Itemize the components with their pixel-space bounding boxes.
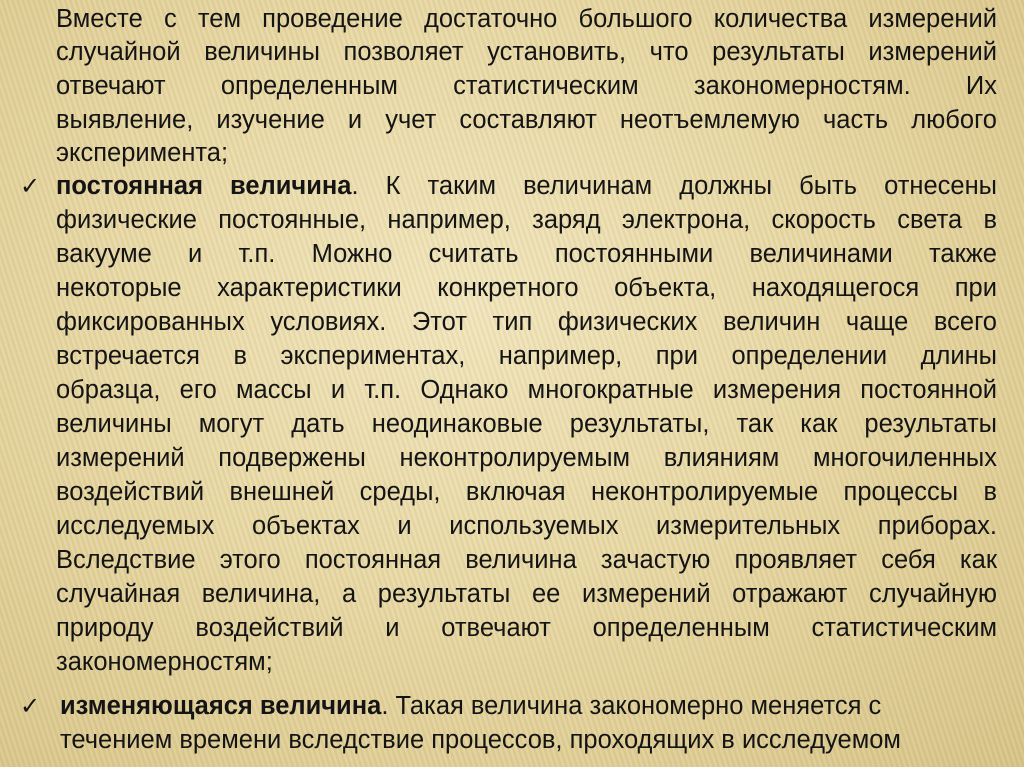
text-line: Вместе с тем проведение достаточно большого количества измерений [56, 5, 997, 33]
checkmark-icon: ✓ [20, 692, 41, 720]
text-line: Вследствие этого постоянная величина зачастую проявляет себя как [56, 546, 997, 574]
text-line: случайная величина, а результаты ее измерений отражают случайную [56, 580, 997, 608]
text-line: фиксированных условиях. Этот тип физических величин чаще всего [56, 308, 997, 336]
text-line: физические постоянные, например, заряд электрона, скорость света в [56, 206, 997, 234]
text-line: вакууме и т.п. Можно считать постоянными величинами также [56, 240, 997, 268]
text-line: образца, его массы и т.п. Однако многократные измерения постоянной [56, 376, 997, 404]
text-line: выявление, изучение и учет составляют неотъемлемую часть любого [56, 106, 997, 134]
list-item-term: постоянная величина [56, 172, 352, 200]
list-item-term: изменяющаяся величина [60, 692, 382, 720]
text-line: измерений подвержены неконтролируемым влияниям многочиленных [56, 444, 997, 472]
text-line: встречается в экспериментах, например, при определении длины [56, 342, 997, 370]
list-item-text: . К таким величинам должны быть отнесены [351, 172, 997, 200]
text-line: отвечают определенным статистическим закономерностям. Их [56, 72, 997, 100]
text-line: исследуемых объектах и используемых измерительных приборах. [56, 512, 997, 540]
text-line: величины могут дать неодинаковые результаты, так как результаты [56, 410, 997, 438]
text-line: некоторые характеристики конкретного объекта, находящегося при [56, 274, 997, 302]
list-item-first-line [60, 690, 881, 723]
checkmark-icon: ✓ [20, 172, 41, 200]
text-line: воздействий внешней среды, включая неконтролируемые процессы в [56, 478, 997, 506]
text-line: эксперимента; [56, 139, 229, 167]
text-line: течением времени вследствие процессов, проходящих в исследуемом [60, 726, 901, 754]
text-line: случайной величины позволяет установить, что результаты измерений [56, 38, 997, 66]
text-line: закономерностям; [56, 648, 273, 676]
text-line: природу воздействий и отвечают определенным статистическим [56, 614, 997, 642]
list-item-first-line [56, 170, 997, 203]
list-item-text: . Такая величина закономерно меняется с [381, 692, 882, 720]
